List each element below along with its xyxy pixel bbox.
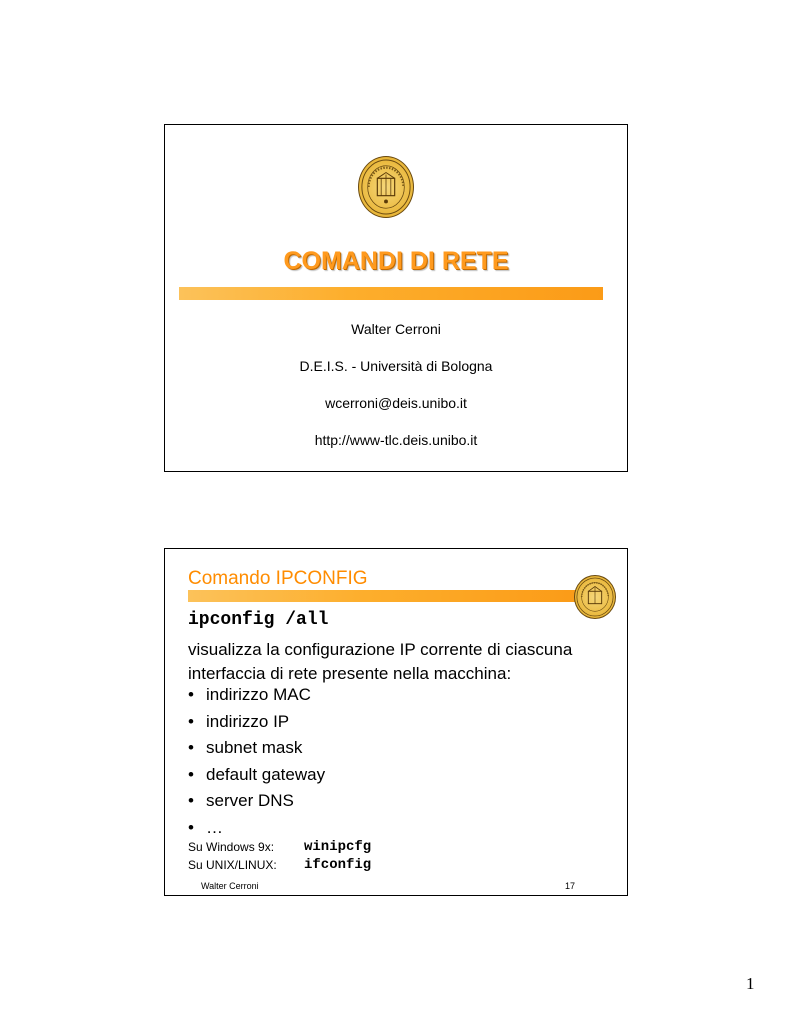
content-slide bbox=[164, 548, 628, 896]
email-text: wcerroni@deis.unibo.it bbox=[325, 395, 467, 411]
list-item: • subnet mask bbox=[188, 736, 325, 763]
os-command: winipcfg bbox=[304, 839, 372, 855]
bullet-icon: • bbox=[188, 791, 194, 810]
unix-alternative bbox=[188, 857, 371, 875]
bullet-icon: • bbox=[188, 711, 194, 731]
title-underline-bar bbox=[179, 287, 603, 300]
footer-author: Walter Cerroni bbox=[201, 881, 259, 891]
bullet-icon: • bbox=[188, 738, 194, 757]
list-item: • indirizzo IP bbox=[188, 710, 325, 737]
page-number: 1 bbox=[746, 974, 755, 993]
author-name: Walter Cerroni bbox=[351, 321, 441, 337]
command-text: ipconfig /all bbox=[188, 610, 329, 630]
university-seal-icon bbox=[574, 575, 616, 619]
footer-slide-number: 17 bbox=[565, 881, 576, 891]
university-seal-icon bbox=[358, 156, 414, 218]
os-label: Su UNIX/LINUX: bbox=[188, 858, 277, 872]
website-url: http://www-tlc.deis.unibo.it bbox=[314, 432, 478, 448]
os-command: ifconfig bbox=[304, 857, 372, 873]
affiliation: D.E.I.S. - Università di Bologna bbox=[299, 358, 493, 374]
bullet-icon: • bbox=[188, 764, 194, 784]
list-item: • server DNS bbox=[188, 789, 325, 816]
slide-title: COMANDI DI RETE bbox=[283, 247, 509, 275]
bullet-list bbox=[188, 683, 325, 842]
windows-alternative bbox=[188, 839, 371, 857]
title-underline-bar bbox=[188, 590, 582, 602]
list-item: • indirizzo MAC bbox=[188, 683, 325, 710]
list-item: • … bbox=[188, 816, 325, 843]
command-description: visualizza la configurazione IP corrente di ciascuna interfaccia di rete presente nella macchina: bbox=[188, 640, 573, 683]
title-slide bbox=[164, 124, 628, 472]
bullet-icon: • bbox=[188, 817, 194, 837]
slide-title: Comando IPCONFIG bbox=[188, 568, 368, 589]
bullet-icon: • bbox=[188, 685, 194, 704]
os-label: Su Windows 9x: bbox=[188, 840, 275, 854]
list-item: • default gateway bbox=[188, 763, 325, 790]
